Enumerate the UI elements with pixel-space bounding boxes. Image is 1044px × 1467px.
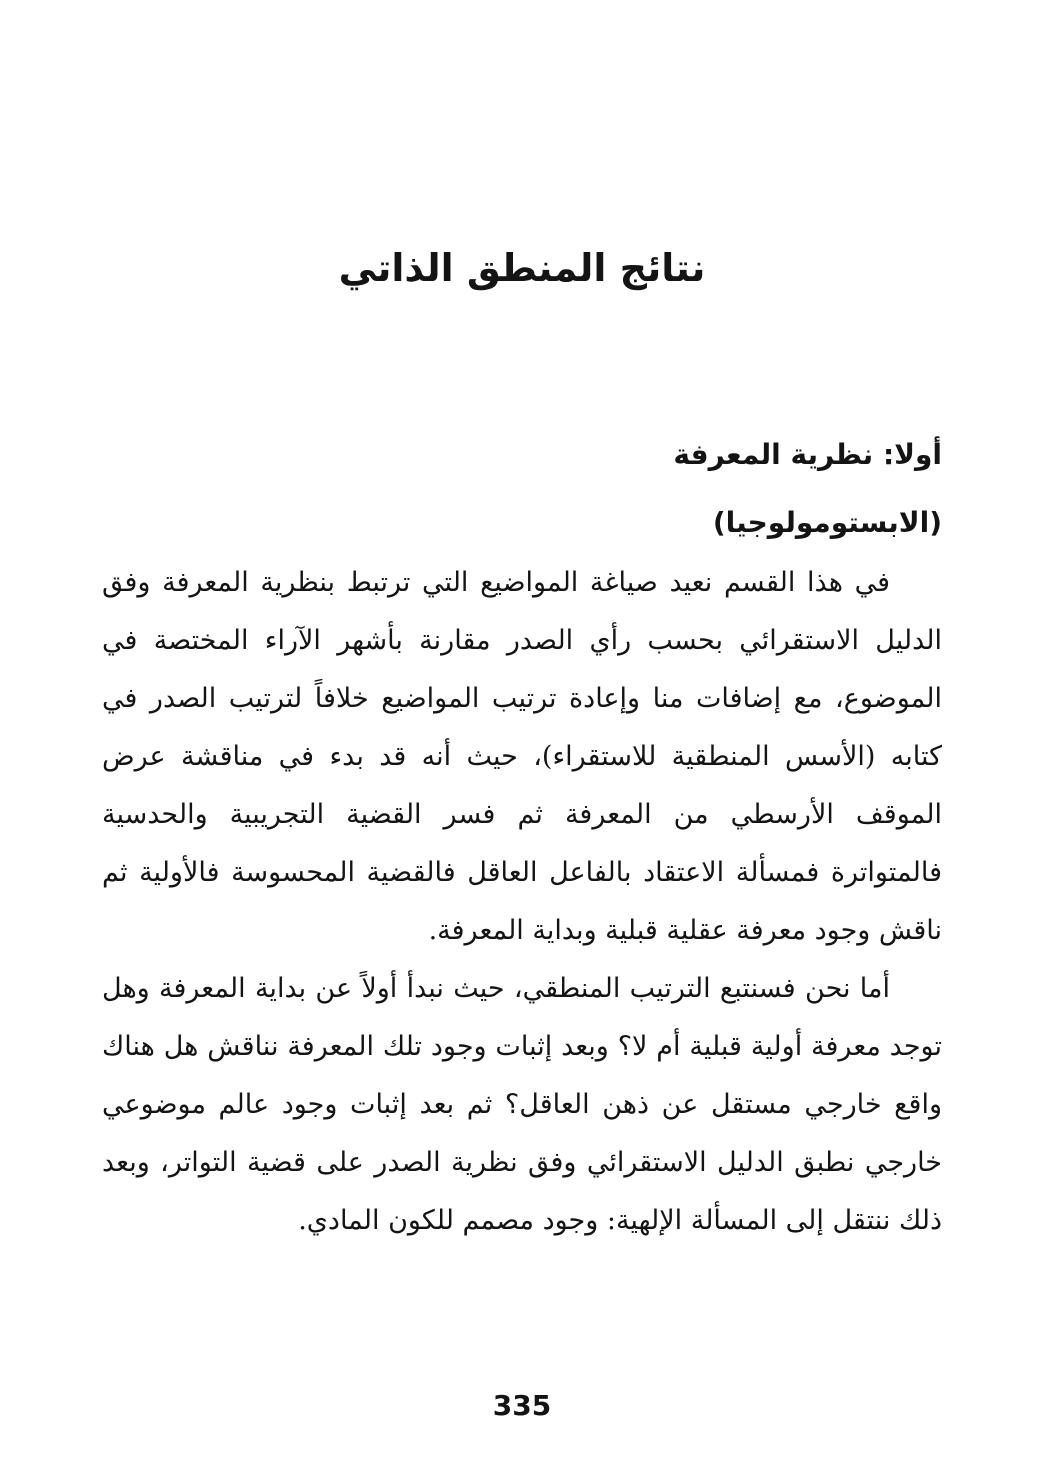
page-number: 335: [492, 1389, 552, 1422]
paragraph-2: أما نحن فسنتبع الترتيب المنطقي، حيث نبدأ أولاً عن بداية المعرفة وهل توجد معرفة أولية قبلية أم لا؟ وبعد إثبات وجود تلك المعرفة نناقش هل هناك واقع خارجي مستقل عن ذهن العاقل؟ ثم بعد إثبات وجود عالم موضوعي خارجي نطبق الدليل الاستقرائي وفق نظرية الصدر على قضية التواتر، وبعد ذلك ننتقل إلى المسألة الإلهية: وجود مصمم للكون المادي.: [102, 973, 942, 1236]
section-subheading: (الابستومولوجيا): [712, 506, 942, 539]
chapter-title: نتائج المنطق الذاتي: [338, 246, 706, 290]
section-heading: أولا: نظرية المعرفة: [673, 438, 942, 471]
body-text: [102, 554, 942, 1250]
paragraph-1: في هذا القسم نعيد صياغة المواضيع التي ترتبط بنظرية المعرفة وفق الدليل الاستقرائي بحسب رأي الصدر مقارنة بأشهر الآراء المختصة في الموضوع، مع إضافات منا وإعادة ترتيب المواضيع خلافاً لترتيب الصدر في كتابه (الأسس المنطقية للاستقراء)، حيث أنه قد بدء في مناقشة عرض الموقف الأرسطي من المعرفة ثم فسر القضية التجريبية والحدسية فالمتواترة فمسألة الاعتقاد بالفاعل العاقل فالقضية المحسوسة فالأولية ثم ناقش وجود معرفة عقلية قبلية وبداية المعرفة.: [102, 567, 942, 946]
